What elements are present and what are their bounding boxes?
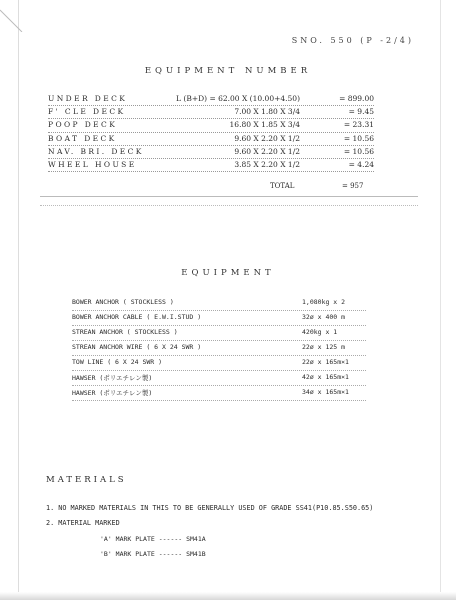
table-row xyxy=(72,296,366,311)
table-row xyxy=(48,106,374,119)
equipment-number-table xyxy=(48,93,374,172)
equipment-value: 34ø x 165m×1 xyxy=(302,388,349,396)
table-row xyxy=(48,133,374,146)
equipment-item: BOWER ANCHOR ( STOCKLESS ) xyxy=(72,298,174,306)
deck-name: UNDER DECK xyxy=(48,94,128,103)
equipment-value: 1,080kg x 2 xyxy=(302,298,346,306)
deck-name: F' CLE DECK xyxy=(48,107,126,117)
table-row xyxy=(48,119,374,132)
total-value: = 957 xyxy=(342,182,364,190)
document-number: SNO. 550 (P -2/4) xyxy=(291,36,414,45)
deck-name: BOAT DECK xyxy=(48,133,117,143)
deck-name: NAV. BRI. DECK xyxy=(48,146,144,156)
table-row xyxy=(72,341,366,356)
equipment-item: HAWSER (ポリエチレン製) xyxy=(72,389,153,397)
equipment-title: EQUIPMENT xyxy=(181,268,275,278)
materials-title: MATERIALS xyxy=(46,475,127,485)
equipment-item: STREAN ANCHOR WIRE ( 6 X 24 SWR ) xyxy=(72,343,202,351)
deck-value: = 10.56 xyxy=(343,133,374,143)
deck-formula: 9.60 X 2.20 X 1/2 xyxy=(234,133,300,143)
table-row xyxy=(48,159,374,172)
deck-value: = 23.31 xyxy=(343,120,374,130)
equipment-table xyxy=(72,296,366,401)
equipment-item: BOWER ANCHOR CABLE ( E.W.I.STUD ) xyxy=(72,313,202,321)
equipment-item: TOW LINE ( 6 X 24 SWR ) xyxy=(72,358,163,366)
right-margin-line xyxy=(440,0,441,600)
equipment-value: 42ø x 165m×1 xyxy=(302,373,349,381)
left-margin-line xyxy=(18,0,19,600)
materials-line-1: 1. NO MARKED MATERIALS IN THIS TO BE GENERALLY USED OF GRADE SS41(P10.85.S50.65) xyxy=(46,504,374,512)
table-row xyxy=(72,371,366,386)
deck-formula: 3.85 X 2.20 X 1/2 xyxy=(234,159,300,169)
deck-value: = 899.00 xyxy=(339,94,374,103)
equipment-item: HAWSER (ポリエチレン製) xyxy=(72,374,153,382)
deck-formula: L (B+D) = 62.00 X (10.00+4.50) xyxy=(176,94,300,103)
deck-formula: 9.60 X 2.20 X 1/2 xyxy=(234,146,300,156)
deck-formula: 16.80 X 1.85 X 3/4 xyxy=(229,120,300,130)
materials-line-2: 2. MATERIAL MARKED xyxy=(46,519,120,527)
equipment-item: STREAN ANCHOR ( STOCKLESS ) xyxy=(72,328,178,336)
section-divider xyxy=(40,205,418,206)
table-row xyxy=(72,326,366,341)
deck-name: POOP DECK xyxy=(48,120,118,130)
equipment-number-title: EQUIPMENT NUMBER xyxy=(144,66,312,76)
equipment-value: 32ø x 400 m xyxy=(302,313,346,321)
equipment-value: 22ø x 125 m xyxy=(302,343,346,351)
mark-plate-b: 'B' MARK PLATE ------ SM41B xyxy=(100,550,206,558)
deck-value: = 10.56 xyxy=(343,146,374,156)
deck-name: WHEEL HOUSE xyxy=(48,159,137,169)
deck-value: = 9.45 xyxy=(348,107,374,117)
table-row xyxy=(72,356,366,371)
table-row xyxy=(72,386,366,401)
table-row xyxy=(48,93,374,106)
table-row xyxy=(72,311,366,326)
table-row xyxy=(48,146,374,159)
equipment-value: 22ø x 165m×1 xyxy=(302,358,349,366)
deck-value: = 4.24 xyxy=(348,159,374,169)
section-divider xyxy=(40,196,418,197)
mark-plate-a: 'A' MARK PLATE ------ SM41A xyxy=(100,535,206,543)
deck-formula: 7.00 X 1.80 X 3/4 xyxy=(234,107,300,117)
corner-mark-icon xyxy=(0,8,24,32)
total-label: TOTAL xyxy=(270,182,295,190)
page-bottom-edge xyxy=(0,592,456,600)
equipment-value: 420kg x 1 xyxy=(302,328,338,336)
